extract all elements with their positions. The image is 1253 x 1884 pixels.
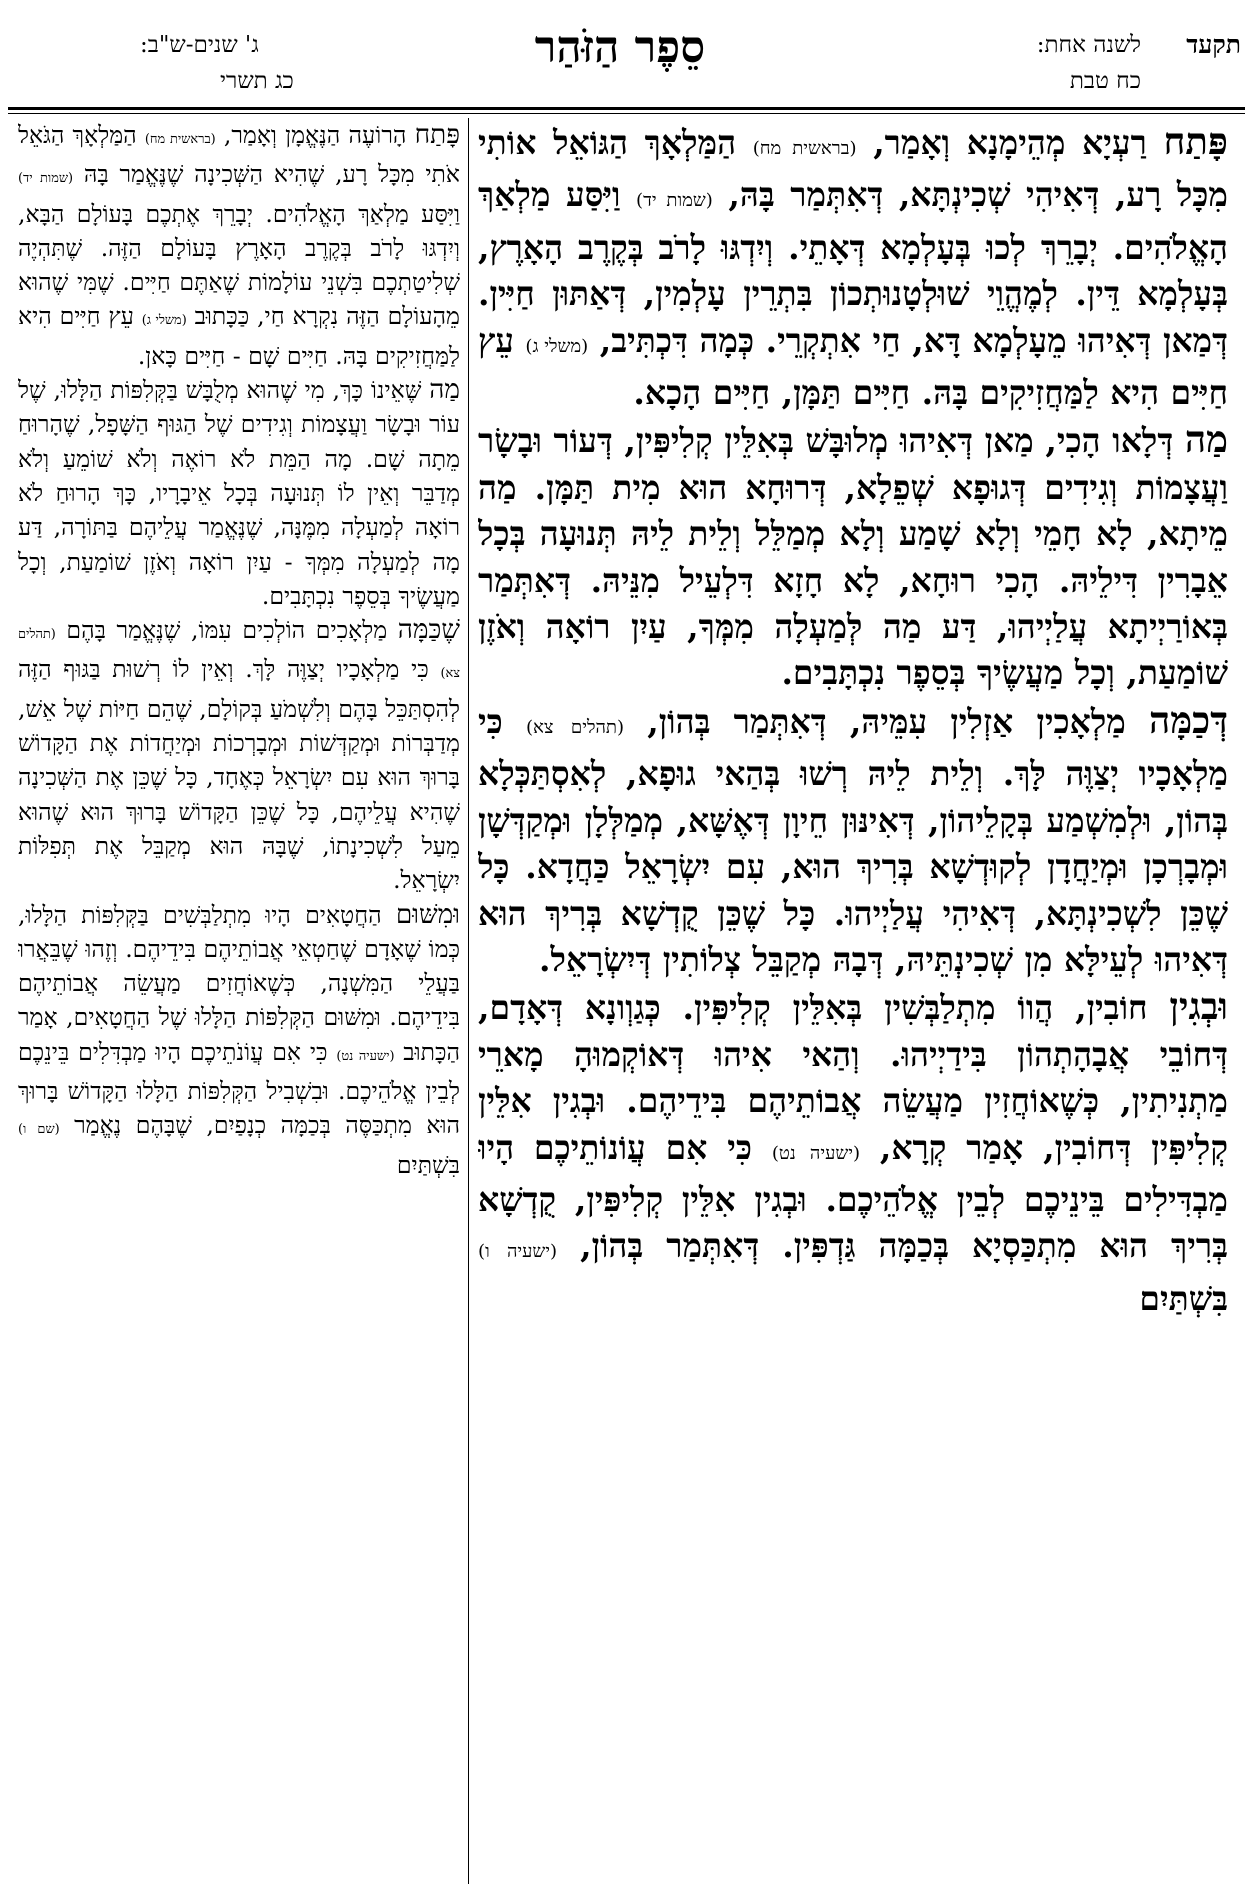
- paragraph-lead-word: פָּתַח: [1163, 119, 1228, 163]
- main-text-paragraph: [478, 416, 1228, 696]
- verse-reference: (משלי ג): [525, 335, 589, 357]
- year-cycle-label: לשנה אחת:: [1036, 32, 1141, 58]
- text-segment: בִּשְׁתַּיִם: [1139, 1278, 1228, 1318]
- side-text-paragraph: [18, 373, 460, 613]
- header-rule-bottom: [8, 113, 1245, 114]
- verse-reference: (ישעיה ו): [478, 1241, 558, 1263]
- verse-reference: (ישעיה נט): [336, 1048, 395, 1064]
- date-left: כג תשרי: [220, 68, 294, 94]
- page-header: [0, 0, 1253, 118]
- parts-label: ג' שנים-ש"ב:: [140, 32, 259, 58]
- paragraph-lead-word: דְּכַמָּה: [1149, 697, 1228, 742]
- side-text-paragraph: [18, 118, 460, 373]
- text-segment: רַעְיָא מְהֵימָנָא וְאָמַר,: [856, 123, 1164, 162]
- text-segment: כִּי אִם עֲוֹנֹתֵיכֶם הָיוּ מַבְדִּלִים בֵּינֵכֶם לְבֵין אֱלֹהֵיכֶם. וּבִשְׁבִיל הַקְּלִפּוֹת הַלָּלוּ הַקָּדוֹשׁ בָּרוּךְ הוּא מִתְכַּסֶּה בְּכַמָּה כְנָפַיִם, שֶׁבָּהֶם נֶאֱמַר: [18, 1037, 460, 1140]
- verse-reference: (בראשית מח): [752, 138, 857, 159]
- text-segment: הַמַּלְאָךְ הַגֹּאֵל אֹתִי מִכָּל רָע, שֶׁהִיא הַשְּׁכִינָה שֶׁנֶּאֱמַר בָּהּ: [18, 121, 460, 189]
- verse-reference: (בראשית מח): [144, 132, 216, 147]
- text-segment: הַחֲטָאִים הָיוּ מִתְלַבְּשִׁים בַּקְּלִפּוֹת הַלָּלוּ, כְּמוֹ שֶׁאָדָם שֶׁחַטְאֵי אֲבוֹתֵיהֶם בִּידֵיהֶם. וְזֶהוּ שֶׁבֵּאֲרוּ בַּעֲלֵי הַמִּשְׁנָה, כְּשֶׁאוֹחֲזִים מַעֲשֵׂה אֲבוֹתֵיהֶם בִּידֵיהֶם. וּמִשּׁוּם הַקְּלִפּוֹת הַלָּלוּ שֶׁל הַחֲטָאִים, אָמַר הַכָּתוּב: [18, 900, 460, 1066]
- text-segment: הָרוֹעֶה הַנֶּאֱמָן וְאָמַר,: [215, 121, 415, 149]
- paragraph-lead-word: פָּתַח: [414, 120, 460, 150]
- text-segment: עֵץ חַיִּים הִיא לַמַּחֲזִיקִים בָּהּ. חַיִּים שָׁם - חַיִּים כָּאן.: [18, 302, 460, 370]
- verse-reference: (שמות יד): [636, 190, 713, 212]
- side-text-paragraph: [18, 613, 460, 897]
- text-segment: כִּי מַלְאָכָיו יְצַוֶּה לָּךְ. וְאֵין לוֹ רְשׁוּת בַּגּוּף הַזֶּה לְהִסְתַּכֵּל בָּהֶם וְלִשְׁמֹעַ בְּקוֹלָם, שֶׁהֵם חַיּוֹת שֶׁל אֵשׁ, מְדַבְּרוֹת וּמְקַדְּשׁוֹת וּמְבָרְכוֹת וּמְיַחֲדוֹת אֶת הַקָּדוֹשׁ בָּרוּךְ הוּא עִם יִשְׂרָאֵל כְּאֶחָד, כָּל שֶׁכֵּן אֶת הַשְּׁכִינָה שֶׁהִיא עֲלֵיהֶם, כָּל שֶׁכֵּן הַקָּדוֹשׁ בָּרוּךְ הוּא שֶׁהוּא מֵעַל לִשְׁכִינָתוֹ, שֶׁבָּהּ הוּא מְקַבֵּל אֶת תְּפִלּוֹת יִשְׂרָאֵל.: [18, 655, 460, 895]
- main-text-paragraph: [478, 983, 1228, 1322]
- text-segment: דְּלָאו הָכִי, מַאן דְּאִיהוּ מְלוּבָּשׁ בְּאִלֵּין קְלִיפִּין, דְּעוֹר וּבָשָׂר וַעֲצָמוֹת וְגִידִים דְּגוּפָא שְׁפֵלָא, דְּרוּחָא הוּא מִית תַּמָּן. מַה מֵיתָא, לָא חָמֵי וְלָא שָׁמַע וְלָא מְמַלֵּל וְלֵית לֵיהּ תְּנוּעָה בְּכָל אֵבָרִין דִּילֵיהּ. הָכִי רוּחָא, לָא חָזָא דִּלְעֵיל מִנֵּיהּ. דְּאִתְּמַר בְּאוֹרַיְיתָא עֲלַיְיהוּ, דַּע מַה לְּמַעְלָה מִמְּךָ, עַיִן רוֹאָה וְאֹזֶן שׁוֹמַעַת, וְכָל מַעֲשֶׂיךָ בְּסֵפֶר נִכְתָּבִים.: [478, 421, 1228, 693]
- text-segment: שֶּׁאֵינוֹ כָּךְ, מִי שֶׁהוּא מְלֻבָּשׁ בַּקְּלִפּוֹת הַלָּלוּ, שֶׁל עוֹר וּבָשָׂר וַעֲצָמוֹת וְגִידִים שֶׁל הַגּוּף הַשָּׁפָל, שֶׁהָרוּחַ מֵתָה שָׁם. מָה הַמֵּת לֹא רוֹאֶה וְלֹא שׁוֹמֵעַ וְלֹא מְדַבֵּר וְאֵין לוֹ תְּנוּעָה בְּכָל אֵיבָרָיו, כָּךְ הָרוּחַ לֹא רוֹאָה לְמַעְלָה מִמֶּנָּה, שֶׁנֶּאֱמַר עֲלֵיהֶם בַּתּוֹרָה, דַּע מָה לְמַעְלָה מִמְּךָ - עַיִן רוֹאָה וְאֹזֶן שׁוֹמַעַת, וְכָל מַעֲשֶׂיךָ בְּסֵפֶר נִכְתָּבִים.: [18, 376, 460, 610]
- page-number: תקעד: [1186, 30, 1241, 59]
- main-text-paragraph: [478, 118, 1228, 416]
- column-divider: [468, 118, 469, 1884]
- verse-reference: (ישעיה נט): [771, 1142, 861, 1164]
- side-text-paragraph: [18, 898, 460, 1182]
- verse-reference: (משלי ג): [141, 313, 187, 329]
- paragraph-lead-word: מַה: [1184, 417, 1228, 462]
- verse-reference: (תהלים צא): [18, 627, 460, 682]
- text-segment: חוֹבִין, הֲווֹ מִתְלַבְּשִׁין בְּאִלֵּין קְלִיפִּין. כְּגַוְונָא דְּאָדָם, דְּחוֹבֵי אֲבָהָתְהוֹן בִּידַיְיהוּ. וְהַאי אִיהוּ דְּאוֹקְמוּהָ מָארֵי מַתְנִיתִין, כְּשֶׁאוֹחֲזִין מַעֲשֵׂה אֲבוֹתֵיהֶם בִּידֵיהֶם. וּבְגִין אִלֵּין קְלִיפִּין דְּחוֹבִין, אָמַר קְרָא,: [478, 988, 1228, 1167]
- text-segment: בִּשְׁתַּיִם: [396, 1150, 460, 1179]
- verse-reference: (שמות יד): [18, 171, 74, 187]
- paragraph-lead-word: וּבְגִין: [1169, 984, 1228, 1029]
- verse-reference: (שם ו): [18, 1122, 60, 1138]
- side-column-translation: [18, 118, 460, 1884]
- paragraph-lead-word: וּמִשּׁוּם: [395, 899, 460, 930]
- text-segment: מַלְאָכִין אַזְלִין עִמֵּיהּ, דְּאִתְּמַר בְּהוֹן,: [624, 701, 1150, 741]
- header-rule-top: [8, 107, 1245, 110]
- main-text-paragraph: [478, 697, 1228, 983]
- text-segment: וַיִּסַּע מַלְאַךְ הָאֱלֹהִים. יְבָרֵךְ לְכוּ בְּעָלְמָא דְּאָתֵי. וְיִדְגּוּ לָרֹב בְּקֶרֶב הָאָרֶץ, בְּעָלְמָא דֵּין. לְמֶהֱוֵי שׁוּלְטָנוּתְכוֹן בִּתְרֵין עָלְמִין, דְּאַתּוּן חַיִּין. דְּמַאן דְּאִיהוּ מֵעָלְמָא דָּא, חַי אִתְקְרֵי. כְּמָה דִּכְתִּיב,: [478, 175, 1228, 360]
- text-segment: מַלְאָכִים הוֹלְכִים עִמּוֹ, שֶׁנֶּאֱמַר בָּהֶם: [55, 616, 398, 645]
- text-segment: הַמַּלְאָךְ הַגּוֹאֵל אוֹתִי מִכָּל רָע, דְּאִיהִי שְׁכִינְתָּא, דְּאִתְּמַר בָּהּ,: [478, 123, 1228, 215]
- paragraph-lead-word: מַה: [429, 375, 460, 406]
- book-title: סֵפֶר הַזֹּהַר: [534, 22, 706, 73]
- main-column-aramaic: [478, 118, 1228, 1884]
- text-segment: עֵץ חַיִּים הִיא לַמַּחֲזִיקִים בָּהּ. חַיִּים תַּמָּן, חַיִּים הָכָא.: [478, 320, 1228, 413]
- date-right: כח טבת: [1069, 68, 1141, 94]
- text-segment: וַיִּסַּע מַלְאַךְ הָאֱלֹהִים. יְבָרֵךְ אֶתְכֶם בָּעוֹלָם הַבָּא, וְיִדְגּוּ לָרֹב בְּקֶרֶב הָאָרֶץ בָּעוֹלָם הַזֶּה. שֶׁתִּהְיֶה שְׁלִיטַתְכֶם בִּשְׁנֵי עוֹלָמוֹת שֶׁאַתֶּם חַיִּים. שֶׁמִּי שֶׁהוּא מֵהָעוֹלָם הַזֶּה נִקְרָא חַי, כַּכָּתוּב: [18, 199, 460, 331]
- text-segment: כִּי אִם עֲוֹנוֹתֵיכֶם הָיוּ מַבְדִּילִים בֵּינֵיכֶם לְבֵין אֱלֹהֵיכֶם. וּבְגִין אִלֵּין קְלִיפִּין, קֻדְשָׁא בְּרִיךְ הוּא מִתְכַּסְיָא בְּכַמָּה גַּדְפִּין. דְּאִתְּמַר בְּהוֹן,: [478, 1127, 1228, 1266]
- paragraph-lead-word: שֶׁכַּמָּה: [397, 615, 460, 646]
- verse-reference: (תהלים צא): [525, 716, 625, 738]
- text-segment: כִּי מַלְאָכָיו יְצַוֶּה לָּךְ. וְלֵית לֵיהּ רְשׁוּ בְּהַאי גוּפָא, לְאִסְתַּכְּלָא בְּהוֹן, וּלְמִשְׁמַע בְּקָלֵיהוֹן, דְּאִינּוּן חֵיוָן דְּאֶשָּׁא, מְמַלְּלָן וּמְקַדְּשָׁן וּמְבָרְכָן וּמְיַחֲדָן לְקוּדְשָׁא בְּרִיךְ הוּא, עִם יִשְׂרָאֵל כַּחֲדָא. כָּל שֶׁכֵּן לִשְׁכִינְתָּא, דְּאִיהִי עֲלַיְיהוּ. כָּל שֶׁכֵּן קֻדְשָׁא בְּרִיךְ הוּא דְּאִיהוּ לְעֵילָּא מִן שְׁכִינְתֵּיהּ, דְּבָהּ מְקַבֵּל צְלוֹתִין דְּיִשְׂרָאֵל.: [478, 701, 1228, 979]
